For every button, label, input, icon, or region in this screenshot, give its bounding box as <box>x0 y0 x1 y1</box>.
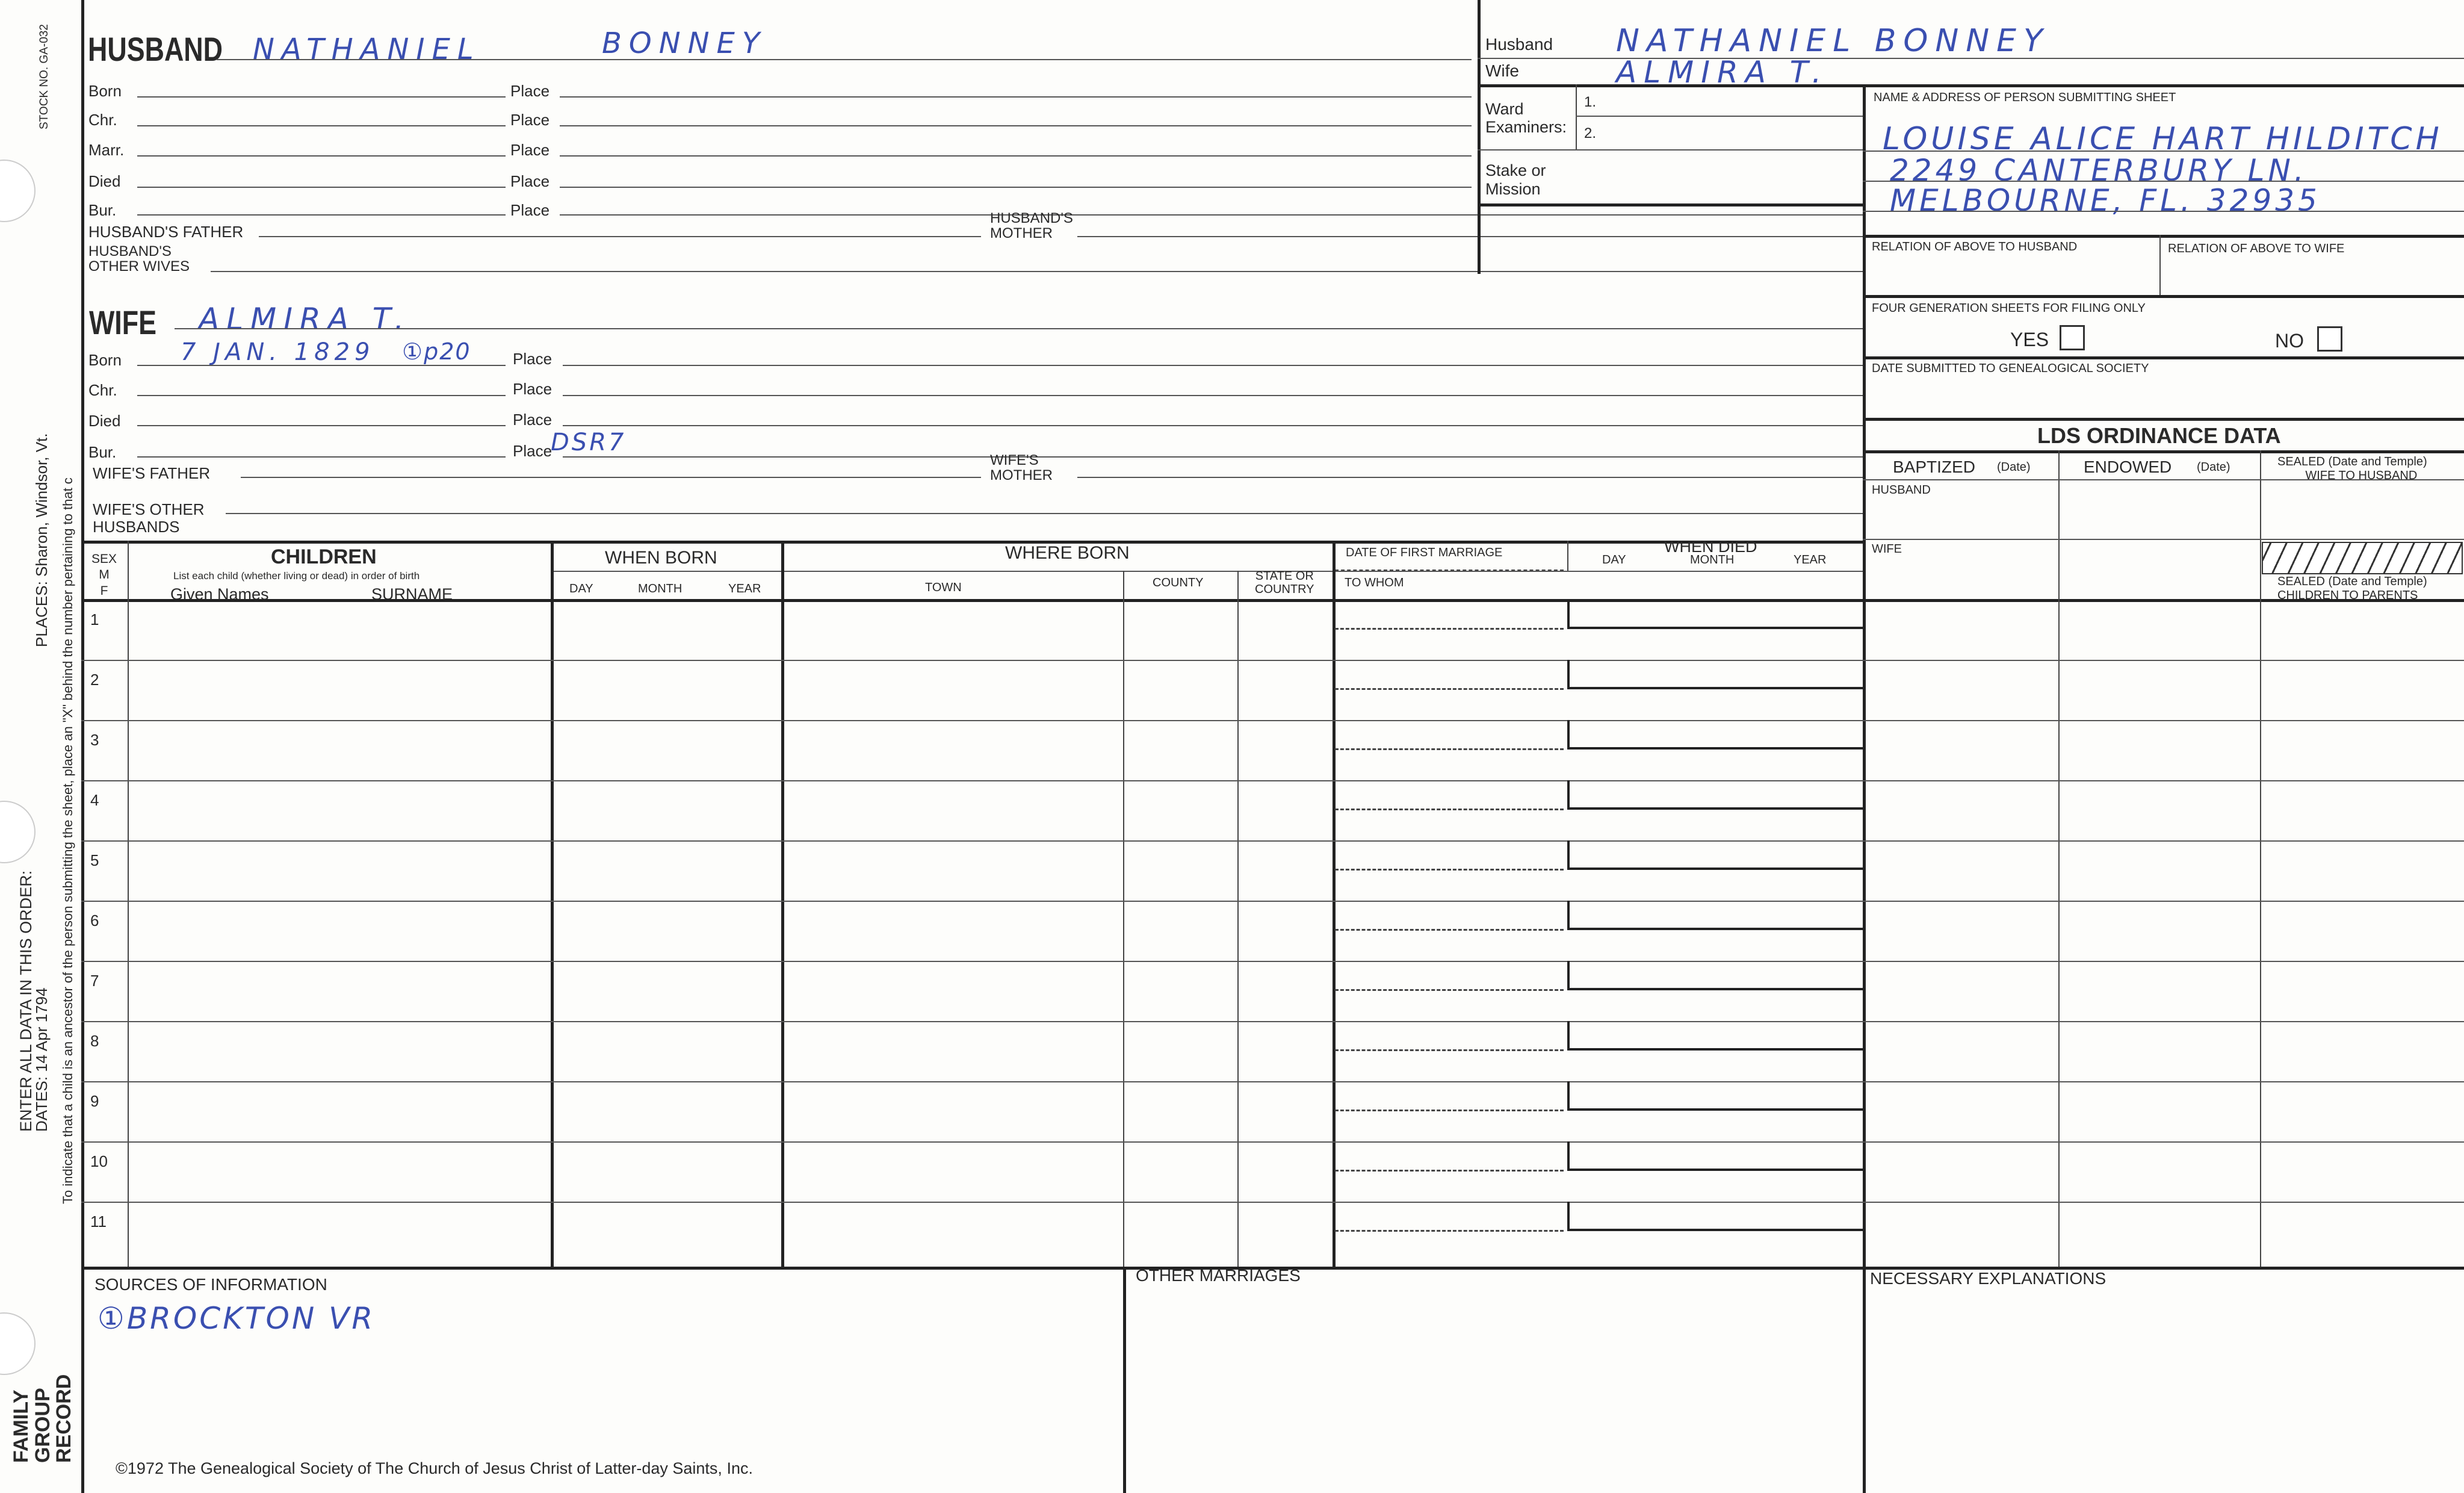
husband-other-wives-label: HUSBAND'S OTHER WIVES <box>88 243 190 275</box>
child-row-number: 7 <box>90 972 99 990</box>
child-row-number: 9 <box>90 1092 99 1110</box>
husband-bur-place-line <box>560 214 1863 216</box>
surname-header: SURNAME <box>371 585 453 603</box>
sources-label: SOURCES OF INFORMATION <box>94 1275 327 1294</box>
wife-bur-place-line <box>563 456 1863 458</box>
child-row-line <box>81 901 2464 902</box>
col-state-divider <box>1333 541 1336 1268</box>
wife-died-place-label: Place <box>513 411 553 429</box>
lds-hatched-cell <box>2262 542 2463 574</box>
wife-born-place-line <box>563 365 1863 366</box>
summary-box-left <box>1478 0 1481 274</box>
punch-hole <box>0 160 36 222</box>
four-gen-top-line <box>1863 295 2464 298</box>
examiner-bottom-line <box>1478 149 1863 151</box>
husband-marr-place-label: Place <box>510 141 550 159</box>
summary-bottom-line <box>1478 203 1863 206</box>
child-marriage-dash <box>1335 1230 1564 1232</box>
child-row-number: 1 <box>90 610 99 629</box>
child-marriage-dash <box>1335 1049 1564 1051</box>
places-example: PLACES: Sharon, Windsor, Vt. <box>33 433 51 647</box>
child-marriage-dash <box>1335 748 1564 750</box>
wife-born-value: 7 JAN. 1829 <box>181 338 375 366</box>
lds-husband-row-line <box>1863 539 2464 540</box>
child-marriage-dash <box>1335 688 1564 690</box>
relation-husband-label: RELATION OF ABOVE TO HUSBAND <box>1872 240 2078 253</box>
date-submitted-label: DATE SUBMITTED TO GENEALOGICAL SOCIETY <box>1872 362 2149 375</box>
died-year-header: YEAR <box>1794 553 1827 566</box>
husband-died-place-label: Place <box>510 172 550 190</box>
examiners-divider <box>1576 84 1577 149</box>
footer-divider-1 <box>1123 1267 1126 1493</box>
husband-given-name: NATHANIEL <box>253 33 481 66</box>
col-children-divider <box>551 541 554 1268</box>
wife-heading: WIFE <box>89 303 156 341</box>
wife-born-place-label: Place <box>513 350 553 368</box>
wife-bur-place-value: DSR7 <box>551 429 627 456</box>
husband-name-line <box>217 59 1472 60</box>
wife-died-label: Died <box>88 412 121 430</box>
when-died-header: WHEN DIED <box>1664 538 1757 556</box>
relation-divider <box>2159 235 2161 295</box>
wife-chr-label: Chr. <box>88 381 117 399</box>
husband-bur-place-label: Place <box>510 201 550 219</box>
punch-hole <box>0 1312 36 1375</box>
child-died-box <box>1567 901 1863 930</box>
husband-marr-label: Marr. <box>88 141 125 159</box>
child-row-line <box>81 1141 2464 1143</box>
given-names-header: Given Names <box>170 585 269 603</box>
no-checkbox[interactable] <box>2317 326 2342 352</box>
submitter-line-1: LOUISE ALICE HART HILDITCH <box>1883 121 2443 157</box>
wife-mother-label: WIFE'S MOTHER <box>990 452 1053 484</box>
lds-col-divider-1 <box>2058 450 2060 601</box>
children-title: CHILDREN <box>271 545 377 568</box>
to-whom-header: TO WHOM <box>1345 576 1404 589</box>
wife-born-note: ①p20 <box>402 338 471 365</box>
enter-order-label: ENTER ALL DATA IN THIS ORDER: <box>17 870 35 1132</box>
husband-born-place-line <box>560 96 1472 98</box>
col-sex-divider <box>128 541 129 1268</box>
child-marriage-dash <box>1335 809 1564 810</box>
lds-endowed-date-label: (Date) <box>2197 461 2230 474</box>
husband-father-line <box>259 236 981 237</box>
lds-col-divider-2 <box>2260 450 2261 601</box>
lds-baptized-date-label: (Date) <box>1997 461 2031 474</box>
wife-father-line <box>241 477 981 478</box>
stock-number: STOCK NO. GA-032 <box>38 24 51 129</box>
child-row-number: 3 <box>90 731 99 749</box>
wife-father-label: WIFE'S FATHER <box>93 464 211 482</box>
col-county-divider <box>1237 571 1239 1268</box>
lds-header-line <box>1863 479 2464 480</box>
husband-marr-line <box>137 155 506 157</box>
husband-born-line <box>137 96 506 98</box>
lds-sealed-children-label: SEALED (Date and Temple) CHILDREN TO PARENTS <box>2277 575 2427 602</box>
four-gen-label: FOUR GENERATION SHEETS FOR FILING ONLY <box>1872 302 2146 315</box>
submitter-line-a <box>1863 151 2464 152</box>
wife-chr-line <box>137 395 506 396</box>
child-died-box <box>1567 961 1863 990</box>
submitter-label: NAME & ADDRESS OF PERSON SUBMITTING SHEET <box>1874 91 2176 104</box>
examiner-1: 1. <box>1584 94 1597 110</box>
child-row-number: 6 <box>90 911 99 930</box>
wife-mother-line <box>1077 477 1863 478</box>
examiner-mid-line <box>1576 116 1863 117</box>
wife-bur-line <box>137 456 506 458</box>
child-row-number: 10 <box>90 1152 108 1170</box>
child-died-box <box>1567 660 1863 689</box>
born-year-header: YEAR <box>728 582 761 595</box>
husband-surname: BONNEY <box>602 26 767 60</box>
lds-top-line <box>1863 418 2464 421</box>
children-instructions: List each child (whether living or dead) in order of birth <box>173 570 420 582</box>
submitter-line-b <box>1863 181 2464 182</box>
child-died-box <box>1567 840 1863 870</box>
child-marriage-dash <box>1335 929 1564 931</box>
husband-chr-place-label: Place <box>510 111 550 129</box>
county-header: COUNTY <box>1153 576 1204 589</box>
lds-child-col-1 <box>2058 599 2060 1268</box>
col-died-divider <box>1567 541 1568 571</box>
child-row-line <box>81 720 2464 721</box>
child-row-line <box>81 1021 2464 1022</box>
child-marriage-dash <box>1335 1170 1564 1172</box>
when-born-header: WHEN BORN <box>605 548 717 568</box>
wife-bur-label: Bur. <box>88 443 117 461</box>
wife-chr-place-label: Place <box>513 380 553 398</box>
summary-husband-label: Husband <box>1485 35 1553 54</box>
child-died-box <box>1567 780 1863 810</box>
children-top-line <box>81 541 1863 544</box>
child-row-line <box>81 961 2464 962</box>
stake-label: Stake or Mission <box>1485 161 1546 199</box>
yes-label: YES <box>2010 329 2049 350</box>
husband-marr-place-line <box>560 155 1472 157</box>
summary-wife-line <box>1478 84 2464 87</box>
died-day-header: DAY <box>1602 553 1626 566</box>
record-title: FAMILY GROUP RECORD <box>10 1374 76 1463</box>
husband-bur-label: Bur. <box>88 201 117 219</box>
husband-died-line <box>137 187 506 188</box>
necessary-explanations-label: NECESSARY EXPLANATIONS <box>1870 1269 2106 1288</box>
punch-hole <box>0 801 36 863</box>
child-row-line <box>81 1202 2464 1203</box>
ancestor-instruction: To indicate that a child is an ancestor of the person submitting the sheet, place an "X" behind the number pertaining to that c <box>60 477 75 1204</box>
wife-name-line <box>175 328 1863 329</box>
no-label: NO <box>2275 330 2304 352</box>
child-row-line <box>81 780 2464 781</box>
submitter-line-c <box>1863 211 2464 212</box>
child-row-number: 2 <box>90 671 99 689</box>
husband-mother-label: HUSBAND'S MOTHER <box>990 210 1073 242</box>
husband-bur-line <box>137 214 506 216</box>
child-row-line <box>81 840 2464 842</box>
husband-born-place-label: Place <box>510 82 550 100</box>
died-month-header: MONTH <box>1690 553 1735 566</box>
husband-chr-place-line <box>560 125 1472 126</box>
child-died-box <box>1567 1021 1863 1051</box>
submitter-line-3: MELBOURNE, FL. 32935 <box>1890 183 2321 218</box>
wife-chr-place-line <box>563 395 1863 396</box>
ward-label: Ward <box>1485 100 1524 118</box>
child-row-line <box>81 660 2464 661</box>
husband-father-label: HUSBAND'S FATHER <box>88 223 244 241</box>
lds-sealed-wife-label: SEALED (Date and Temple) WIFE TO HUSBAND <box>2277 455 2427 482</box>
born-month-header: MONTH <box>638 582 683 595</box>
other-marriages-label: OTHER MARRIAGES <box>1136 1266 1301 1285</box>
wife-other-husbands-line <box>226 513 1863 514</box>
husband-mother-line <box>1077 236 1863 237</box>
wife-died-place-line <box>563 425 1863 426</box>
child-died-box <box>1567 1081 1863 1111</box>
dates-example: DATES: 14 Apr 1794 <box>33 987 51 1132</box>
born-day-header: DAY <box>569 582 593 595</box>
date-submitted-top-line <box>1863 356 2464 359</box>
summary-wife-value: ALMIRA T. <box>1616 55 1829 90</box>
children-header-mid-line <box>551 571 1863 572</box>
child-row-number: 8 <box>90 1032 99 1050</box>
husband-chr-line <box>137 125 506 126</box>
child-died-box <box>1567 1141 1863 1171</box>
child-row-number: 4 <box>90 791 99 809</box>
relation-wife-label: RELATION OF ABOVE TO WIFE <box>2168 242 2345 255</box>
husband-chr-label: Chr. <box>88 111 117 129</box>
lds-wife-row-label: WIFE <box>1872 542 1902 556</box>
submitter-line-2: 2249 CANTERBURY LN. <box>1890 153 2308 188</box>
lds-child-col-2 <box>2260 599 2261 1268</box>
sex-header: SEX M F <box>91 552 117 598</box>
child-marriage-dash <box>1335 1110 1564 1111</box>
wife-born-label: Born <box>88 351 122 369</box>
lds-endowed-label: ENDOWED <box>2084 458 2172 476</box>
wife-died-line <box>137 425 506 426</box>
child-row-number: 5 <box>90 851 99 869</box>
lds-title: LDS ORDINANCE DATA <box>2037 423 2281 448</box>
col-town-divider <box>1123 571 1124 1268</box>
where-born-header: WHERE BORN <box>1005 543 1130 563</box>
wife-born-line <box>137 365 506 366</box>
examiners-label: Examiners: <box>1485 118 1567 136</box>
child-died-box <box>1567 1202 1863 1231</box>
examiner-2: 2. <box>1584 125 1597 141</box>
wife-other-husbands-label: WIFE'S OTHER HUSBANDS <box>93 500 205 536</box>
child-marriage-dash <box>1335 628 1564 630</box>
copyright: ©1972 The Genealogical Society of The Church of Jesus Christ of Latter-day Saints, Inc. <box>116 1459 753 1477</box>
lds-title-line <box>1863 450 2464 453</box>
relation-top-line <box>1863 235 2464 238</box>
child-row-number: 11 <box>90 1212 107 1231</box>
town-header: TOWN <box>925 581 962 594</box>
wife-bur-place-label: Place <box>513 442 553 460</box>
lds-baptized-label: BAPTIZED <box>1893 458 1975 476</box>
child-marriage-dash <box>1335 989 1564 991</box>
child-died-box <box>1567 600 1863 629</box>
state-country-header: STATE OR COUNTRY <box>1255 570 1314 596</box>
first-marriage-header: DATE OF FIRST MARRIAGE <box>1346 546 1503 559</box>
yes-checkbox[interactable] <box>2060 325 2085 350</box>
summary-husband-value: NATHANIEL BONNEY <box>1616 23 2050 59</box>
husband-died-label: Died <box>88 172 121 190</box>
wife-given-name: ALMIRA T. <box>199 302 412 337</box>
sources-value: ①BROCKTON VR <box>98 1301 376 1336</box>
husband-died-place-line <box>560 187 1472 188</box>
husband-heading: HUSBAND <box>88 30 223 68</box>
child-row-line <box>81 1081 2464 1082</box>
husband-other-wives-line <box>211 271 1863 272</box>
lds-husband-row-label: HUSBAND <box>1872 483 1931 497</box>
col-whenborn-divider <box>781 541 784 1268</box>
first-marriage-dash <box>1335 570 1564 571</box>
summary-wife-label: Wife <box>1485 61 1519 80</box>
child-marriage-dash <box>1335 869 1564 871</box>
child-died-box <box>1567 720 1863 750</box>
husband-born-label: Born <box>88 82 122 100</box>
